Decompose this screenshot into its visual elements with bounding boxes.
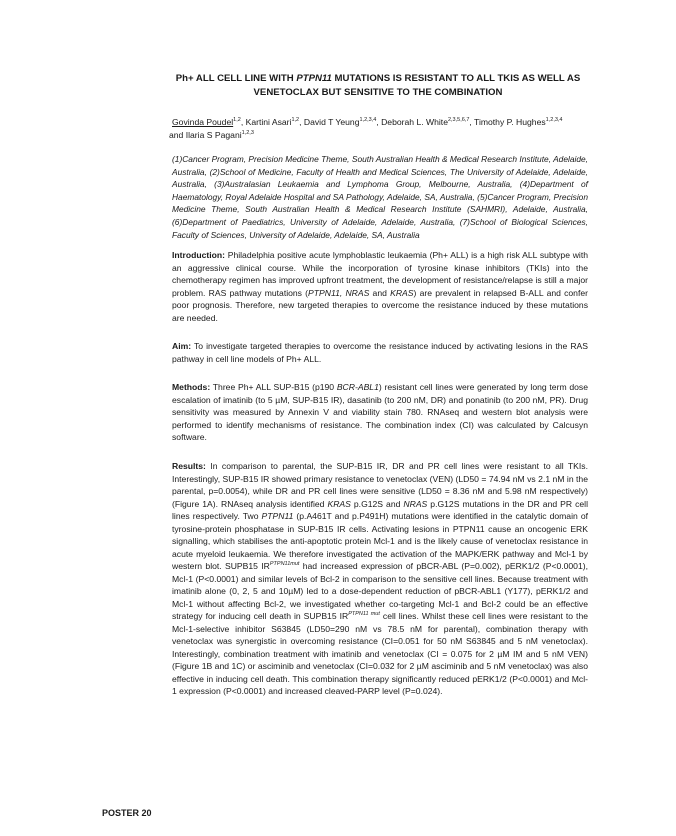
author-name: Kartini Asari <box>245 117 292 127</box>
results-section: Results: In comparison to parental, the SUP-B15 IR, DR and PR cell lines were resistant to all TKIs. Interestingly, SUP-B15 IR showed primary resistance to venetoclax (VEN) (LD50 = 74.94 nM vs 2.1 nM in the parental, p=0.0054), while DR and PR cell lines were sensitive (LD50 = 8.36 nM and 5.98 nM respectively) (Figure 1A). RNAseq analysis identified KRAS p.G12S and NRAS p.G12S mutations in the DR and PR cell lines respectively. Two PTPN11 (p.A461T and p.P491H) mutations were identified in the catalytic domain of tyrosine-protein phosphatase in SUP-B15 IR cells. Activating lesions in PTPN11 cause an oncogenic ERK signalling, which stabilises the anti-apoptotic protein Mcl-1 and is the likely cause of venetoclax resistance in acute myeloid leukaemia. We therefore investigated the activation of the MAPK/ERK pathway and Mcl-1 by western blot. SUPB15 $IR^{PTPN11mut}$ had increased expression of pBCR-ABL (P=0.002), pERK1/2 (P<0.0001), Mcl-1 (P<0.0001) and similar levels of Bcl-2 in comparison to the sensitive cell lines. Because treatment with imatinib alone (0, 2, 5 and 10µM) led to a dose-dependent reduction of pBCR-ABL1 (Y177), pERK1/2 and Mcl-1 without affecting Bcl-2, we investigated whether co-targeting Mcl-1 and Bcl-2 could be an effective strategy for inducing cell death in SUPB15 $IR^{PTPN11 mut}$ cell lines. Whilst these cell lines were resistant to the Mcl-1-selective inhibitor S63845 (LD50=290 nM vs 78.5 nM for parental), combination therapy with venetoclax was synergistic in overcoming resistance (CI=0.051 for 50 nM S63845 and 5 nM venetoclax). Interestingly, combination treatment with imatinib and venetoclax (CI = 0.075 for 2 µM IM and 5 nM VEN) (Figure 1B and 1C) or asciminib and venetoclax (CI=0.032 for 2 µM asciminib and 5 nM venetoclax) was also effective in inducing cell death. This combination therapy significantly reduced pERK1/2 (P<0.0001) and Mcl-1 expression (P<0.0001) and increased cleaved-PARP level (P=0.024). <box>172 461 589 696</box>
author-name: Deborah L. White <box>381 117 448 127</box>
aim-heading: Aim: <box>172 341 192 351</box>
author-name: David T Yeung <box>303 117 360 127</box>
author-affiliation-marker: 1,2 <box>233 117 241 124</box>
author-affiliation-marker: 1,2,3 <box>241 129 254 136</box>
author-name: Timothy P. Hughes <box>474 117 546 127</box>
aim-section: Aim: To investigate targeted therapies to overcome the resistance induced by activating lesions in the RAS pathway in cell line models of Ph+ ALL. <box>172 341 588 364</box>
methods-heading: Methods: <box>172 382 211 392</box>
title-gene: PTPN11 <box>296 73 332 84</box>
methods-section: Methods: Three Ph+ ALL SUP-B15 (p190 BCR-ABL1) resistant cell lines were generated by long term dose escalation of imatinib (to 5 µM, SUP-B15 IR), dasatinib (to 200 nM, DR) and ponatinib (to 200 nM, PR). Drug sensitivity was measured by Annexin V and viability stain 780. RNAseq and western blot analysis were performed to identify mechanisms of resistance. The combination index (CI) was calculated by Calcusyn software. <box>172 382 588 442</box>
introduction-heading: Introduction: <box>172 250 225 260</box>
author-affiliation-marker: 2,3,5,6,7 <box>447 117 470 124</box>
results-heading: Results: <box>172 461 206 471</box>
author-name: Govinda Poudel <box>172 117 234 127</box>
author-list: Govinda Poudel$^{1,2}$, Kartini Asari$^{1,2}$, David T Yeung$^{1,2,3,4}$, Deborah L. White$^{2,3,5,6,7}$, Timothy P. Hughes$^{1,2,3,4}$ and Ilaria S Pagani$^{1,2,3}$ <box>169 117 563 140</box>
introduction-section: Introduction: Philadelphia positive acute lymphoblastic leukaemia (Ph+ ALL) is a high risk ALL subtype with an aggressive clinical course. While the incorporation of tyrosine kinase inhibitors (TKIs) into the chemotherapy regimen has improved upfront treatment, the development of resistance/relapse is still a major problem. RAS pathway mutations (PTPN11, NRAS and KRAS) are prevalent in relapsed B-ALL and confer poor prognosis. Therefore, new targeted therapies to overcome the resistance induced by these mutations are needed. <box>172 250 588 323</box>
affiliations: (1)Cancer Program, Precision Medicine Theme, South Australian Health & Medical Research Institute, Adelaide, Australia, (2)School of Medicine, Faculty of Health and Medical Sciences, The University of Adelaide, Adelaide, Australia, (3)Australasian Leukaemia and Lymphoma Group, Melbourne, Australia, (4)Department of Haematology, Royal Adelaide Hospital and SA Pathology, Adelaide, SA, Australia, (5)Cancer Program, Precision Medicine Theme, South Australian Health & Medical Research Institute (SAHMRI), Adelaide, Australia, (6)Department of Paediatrics, University of Adelaide, Adelaide, Australia, (7)School of Biological Sciences, Faculty of Sciences, University of Adelaide, Adelaide, SA, Australia <box>172 154 588 240</box>
author-affiliation-marker: 1,2,3,4 <box>359 117 377 124</box>
author-affiliation-marker: 1,2,3,4 <box>545 117 563 124</box>
author-name: Ilaria S Pagani <box>185 129 242 140</box>
poster-number: POSTER 20 <box>102 808 152 818</box>
abstract-title: Ph+ ALL CELL LINE WITH PTPN11 MUTATIONS IS RESISTANT TO ALL TKIS AS WELL AS VENETOCLAX BUT SENSITIVE TO THE COMBINATION <box>175 73 581 98</box>
author-affiliation-marker: 1,2 <box>291 117 300 124</box>
